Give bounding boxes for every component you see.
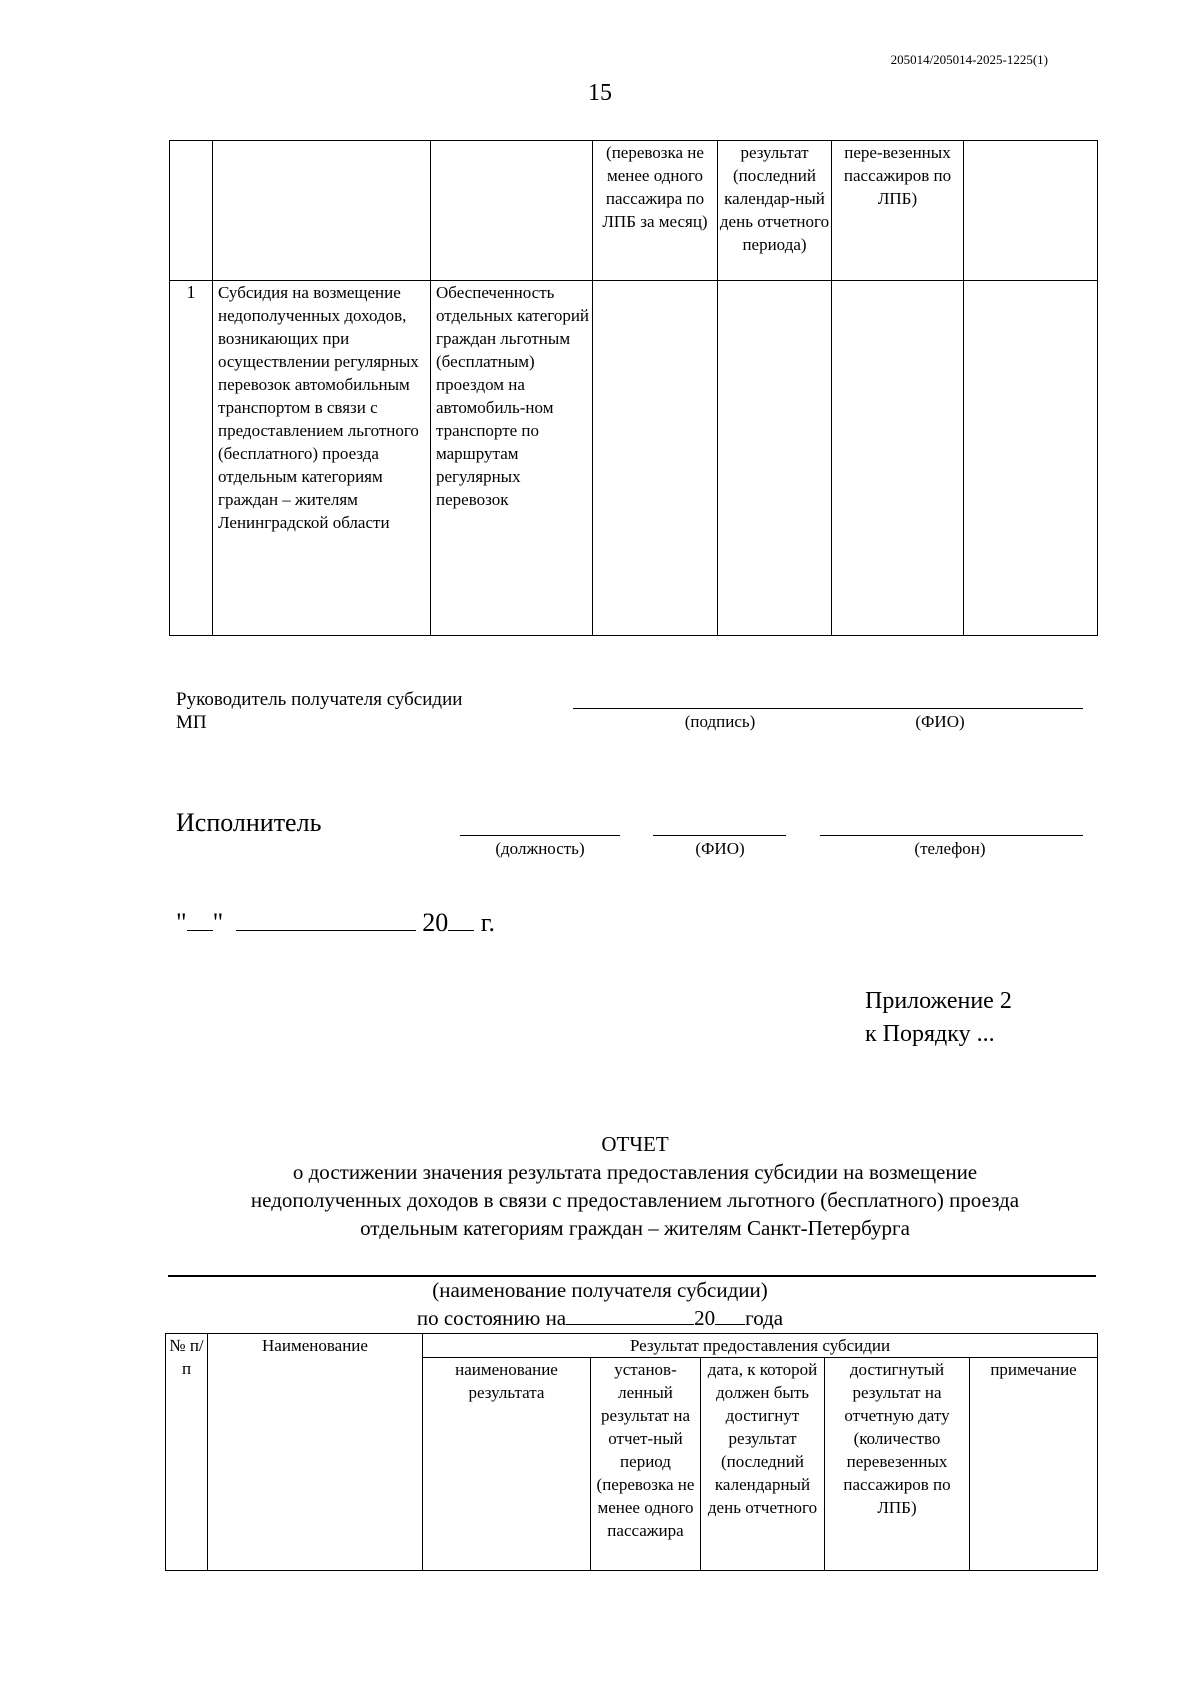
phone-caption: (телефон): [914, 839, 986, 858]
table-row: [170, 281, 1098, 636]
as-of-date-blank: [566, 1320, 694, 1325]
date-line: [176, 908, 495, 938]
executor-fio-caption: (ФИО): [695, 839, 745, 858]
month-blank: [236, 926, 416, 931]
signature-line: [573, 708, 1083, 709]
row-result-name: Обеспеченность отдельных категорий граждан льготным (бесплатным) проездом на автомобиль-ном транспорте по маршрутам регулярных перевозок: [431, 281, 593, 636]
date-open-quote: ": [176, 908, 187, 937]
table-cell: [593, 281, 718, 636]
report-title: ОТЧЕТ: [601, 1132, 669, 1156]
phone-line: [820, 835, 1083, 836]
table-cell: [213, 141, 431, 281]
signature-caption: (подпись): [684, 712, 756, 731]
table-cell: [431, 141, 593, 281]
subheader-achieved: достигнутый результат на отчетную дату (количество перевезенных пассажиров по ЛПБ): [825, 1358, 970, 1571]
as-of-prefix: по состоянию на: [416, 1306, 567, 1330]
header-cell-number: № п/п: [166, 1334, 208, 1571]
table-cell: [718, 281, 832, 636]
year-prefix: 20: [422, 908, 449, 937]
results-table-continued: [169, 140, 1098, 636]
page-number: 15: [588, 80, 612, 106]
stamp-label: МП: [176, 712, 207, 733]
header-cell-name: Наименование: [208, 1334, 423, 1571]
row-name: Субсидия на возмещение недополученных доходов, возникающих при осуществлении регулярных перевозок автомобильным транспортом в связи с предоставлением льготного (бесплатного) проезда отдельным категориям граждан – жителям Ленинградской области: [213, 281, 431, 636]
header-cell-result-group: Результат предоставления субсидии: [423, 1334, 1098, 1358]
report-table: [165, 1333, 1098, 1571]
subheader-established: установ-ленный результат на отчет-ный период (перевозка не менее одного пассажира: [591, 1358, 701, 1571]
executor-fio-line: [653, 835, 786, 836]
fio-caption: (ФИО): [915, 712, 965, 731]
date-close-quote: ": [212, 908, 224, 937]
report-subtitle-2: недополученных доходов в связи с предоставлением льготного (бесплатного) проезда: [250, 1188, 1020, 1212]
appendix-line-2: к Порядку ...: [865, 1021, 995, 1047]
table-cell: [170, 141, 213, 281]
day-blank: [187, 926, 213, 931]
subheader-note: примечание: [970, 1358, 1098, 1571]
executor-label: Исполнитель: [176, 808, 322, 837]
subheader-date: дата, к которой должен быть достигнут результат (последний календарный день отчетного: [701, 1358, 825, 1571]
subheader-result-name: наименование результата: [423, 1358, 591, 1571]
recipient-name-line: [168, 1275, 1096, 1277]
report-subtitle-3: отдельным категориям граждан – жителям Санкт-Петербурга: [360, 1216, 910, 1240]
table-header-row: [170, 141, 1098, 281]
as-of-year-blank: [715, 1320, 745, 1325]
report-subtitle-1: о достижении значения результата предоставления субсидии на возмещение: [292, 1160, 978, 1184]
header-cell-date: результат (последний календар-ный день отчетного периода): [718, 141, 832, 281]
year-suffix: г.: [480, 908, 495, 937]
header-cell-established: (перевозка не менее одного пассажира по ЛПБ за месяц): [593, 141, 718, 281]
header-cell-achieved: пере-везенных пассажиров по ЛПБ): [832, 141, 964, 281]
table-cell: [964, 281, 1098, 636]
table-cell: [964, 141, 1098, 281]
position-caption: (должность): [495, 839, 585, 858]
head-of-recipient-label: Руководитель получателя субсидии: [176, 689, 463, 710]
row-number: 1: [170, 281, 213, 636]
as-of-year: 20: [694, 1306, 716, 1330]
recipient-caption: (наименование получателя субсидии): [432, 1278, 768, 1302]
as-of-line: [0, 1306, 1200, 1331]
year-blank: [448, 926, 474, 931]
as-of-suffix: года: [745, 1306, 784, 1330]
position-line: [460, 835, 620, 836]
document-id: 205014/205014-2025-1225(1): [890, 52, 1048, 67]
appendix-line-1: Приложение 2: [865, 988, 1012, 1014]
table-header-row: [166, 1334, 1098, 1358]
table-cell: [832, 281, 964, 636]
